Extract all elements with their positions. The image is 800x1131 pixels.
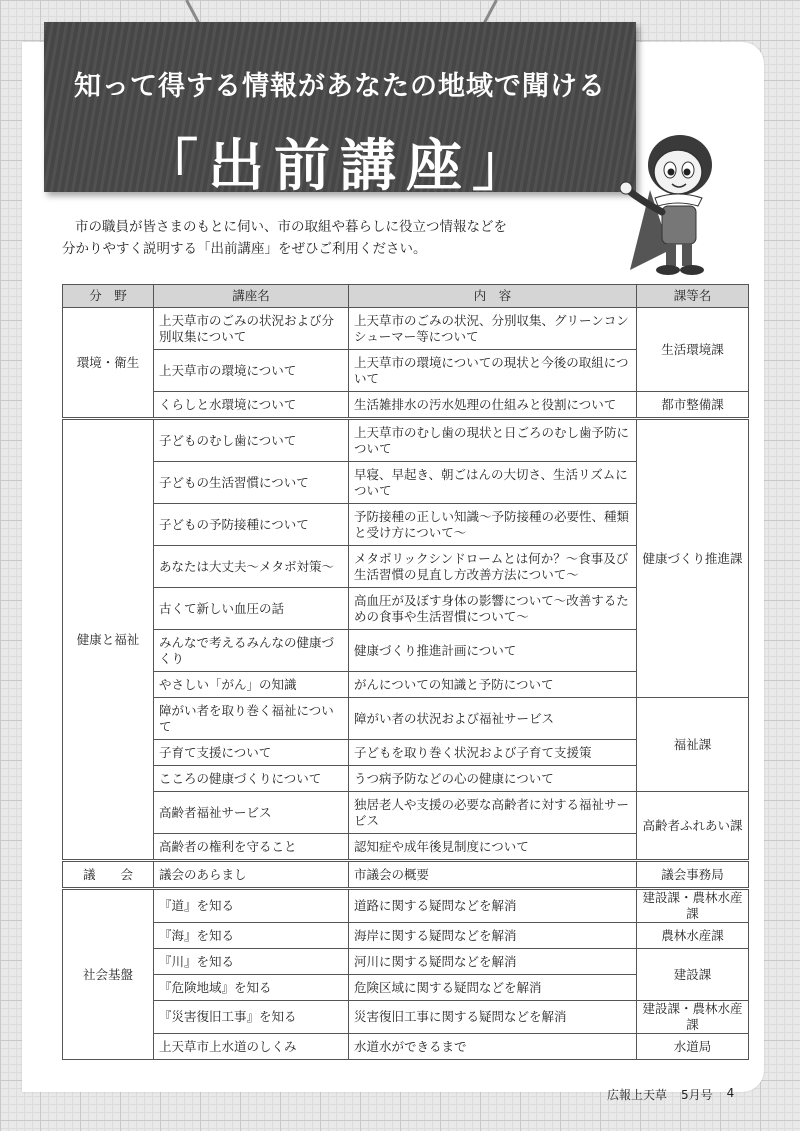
dept-cell: 建設課・農林水産課: [637, 889, 749, 923]
course-cell: 子どもの予防接種について: [154, 504, 349, 546]
course-cell: 障がい者を取り巻く福祉について: [154, 698, 349, 740]
table-header-row: [63, 285, 749, 308]
table-row: [63, 861, 749, 889]
course-cell: 高齢者福祉サービス: [154, 792, 349, 834]
course-cell: 上天草市上水道のしくみ: [154, 1034, 349, 1060]
title-main: 「出前講座」: [142, 134, 538, 199]
table-row: [63, 923, 749, 949]
footer-page-number: 4: [726, 1086, 735, 1100]
category-cell: 議 会: [63, 861, 154, 889]
course-cell: 議会のあらまし: [154, 861, 349, 889]
content-cell: 道路に関する疑問などを解消: [349, 889, 637, 923]
course-cell: 子育て支援について: [154, 740, 349, 766]
dept-cell: 建設課・農林水産課: [637, 1001, 749, 1034]
dept-cell: 健康づくり推進課: [637, 419, 749, 698]
category-cell: 健康と福祉: [63, 419, 154, 861]
content-cell: 健康づくり推進計画について: [349, 630, 637, 672]
content-cell: 認知症や成年後見制度について: [349, 834, 637, 861]
course-cell: 上天草市のごみの状況および分別収集について: [154, 308, 349, 350]
header-content: 内 容: [349, 285, 637, 308]
dept-cell: 水道局: [637, 1034, 749, 1060]
footer-issue: 5月号: [681, 1088, 713, 1102]
content-cell: 災害復旧工事に関する疑問などを解消: [349, 1001, 637, 1034]
content-cell: 海岸に関する疑問などを解消: [349, 923, 637, 949]
course-cell: 子どもの生活習慣について: [154, 462, 349, 504]
intro-text: [62, 216, 582, 260]
intro-line-2: 分かりやすく説明する「出前講座」をぜひご利用ください。: [62, 241, 427, 257]
content-cell: うつ病予防などの心の健康について: [349, 766, 637, 792]
content-cell: 危険区域に関する疑問などを解消: [349, 975, 637, 1001]
table-row: [63, 419, 749, 462]
content-cell: 河川に関する疑問などを解消: [349, 949, 637, 975]
dept-cell: 高齢者ふれあい課: [637, 792, 749, 861]
mascot-illustration: [610, 120, 740, 280]
content-cell: 独居老人や支援の必要な高齢者に対する福祉サービス: [349, 792, 637, 834]
footer-publication: 広報上天草: [607, 1088, 668, 1102]
title-subtitle: 知って得する情報があなたの地域で聞ける: [74, 71, 606, 102]
course-cell: みんなで考えるみんなの健康づくり: [154, 630, 349, 672]
category-cell: 社会基盤: [63, 889, 154, 1060]
content-cell: 高血圧が及ぼす身体の影響について〜改善するための食事や生活習慣について〜: [349, 588, 637, 630]
content-cell: 子どもを取り巻く状況および子育て支援策: [349, 740, 637, 766]
intro-line-1: 市の職員が皆さまのもとに伺い、市の取組や暮らしに役立つ情報などを: [75, 219, 507, 235]
content-cell: 早寝、早起き、朝ごはんの大切さ、生活リズムについて: [349, 462, 637, 504]
course-cell: 『川』を知る: [154, 949, 349, 975]
content-cell: 上天草市のごみの状況、分別収集、グリーンコンシューマー等について: [349, 308, 637, 350]
content-cell: メタボリックシンドロームとは何か？〜食事及び生活習慣の見直し方改善方法について〜: [349, 546, 637, 588]
content-cell: 上天草市のむし歯の現状と日ごろのむし歯予防について: [349, 419, 637, 462]
title-board: [44, 22, 636, 199]
table-row: [63, 792, 749, 834]
table-row: [63, 1001, 749, 1034]
course-cell: あなたは大丈夫〜メタボ対策〜: [154, 546, 349, 588]
table-row: [63, 392, 749, 419]
content-cell: 水道水ができるまで: [349, 1034, 637, 1060]
course-cell: やさしい「がん」の知識: [154, 672, 349, 698]
dept-cell: 議会事務局: [637, 861, 749, 889]
course-cell: 子どものむし歯について: [154, 419, 349, 462]
table-row: [63, 308, 749, 350]
course-cell: 古くて新しい血圧の話: [154, 588, 349, 630]
course-cell: 『海』を知る: [154, 923, 349, 949]
content-cell: 障がい者の状況および福祉サービス: [349, 698, 637, 740]
course-cell: こころの健康づくりについて: [154, 766, 349, 792]
course-table: [62, 284, 749, 1060]
content-cell: 生活雑排水の汚水処理の仕組みと役割について: [349, 392, 637, 419]
content-cell: 市議会の概要: [349, 861, 637, 889]
table-row: [63, 1034, 749, 1060]
dept-cell: 生活環境課: [637, 308, 749, 392]
header-course: 講座名: [154, 285, 349, 308]
content-cell: 予防接種の正しい知識〜予防接種の必要性、種類と受け方について〜: [349, 504, 637, 546]
course-cell: 高齢者の権利を守ること: [154, 834, 349, 861]
content-cell: 上天草市の環境についての現状と今後の取組について: [349, 350, 637, 392]
category-cell: 環境・衛生: [63, 308, 154, 419]
dept-cell: 都市整備課: [637, 392, 749, 419]
dept-cell: 建設課: [637, 949, 749, 1001]
table-row: [63, 698, 749, 740]
course-cell: 上天草市の環境について: [154, 350, 349, 392]
course-cell: 『危険地域』を知る: [154, 975, 349, 1001]
content-cell: がんについての知識と予防について: [349, 672, 637, 698]
table-row: [63, 889, 749, 923]
table-row: [63, 949, 749, 975]
page-footer: [607, 1086, 734, 1103]
course-cell: 『道』を知る: [154, 889, 349, 923]
course-cell: くらしと水環境について: [154, 392, 349, 419]
dept-cell: 農林水産課: [637, 923, 749, 949]
course-cell: 『災害復旧工事』を知る: [154, 1001, 349, 1034]
header-dept: 課等名: [637, 285, 749, 308]
header-category: 分 野: [63, 285, 154, 308]
dept-cell: 福祉課: [637, 698, 749, 792]
